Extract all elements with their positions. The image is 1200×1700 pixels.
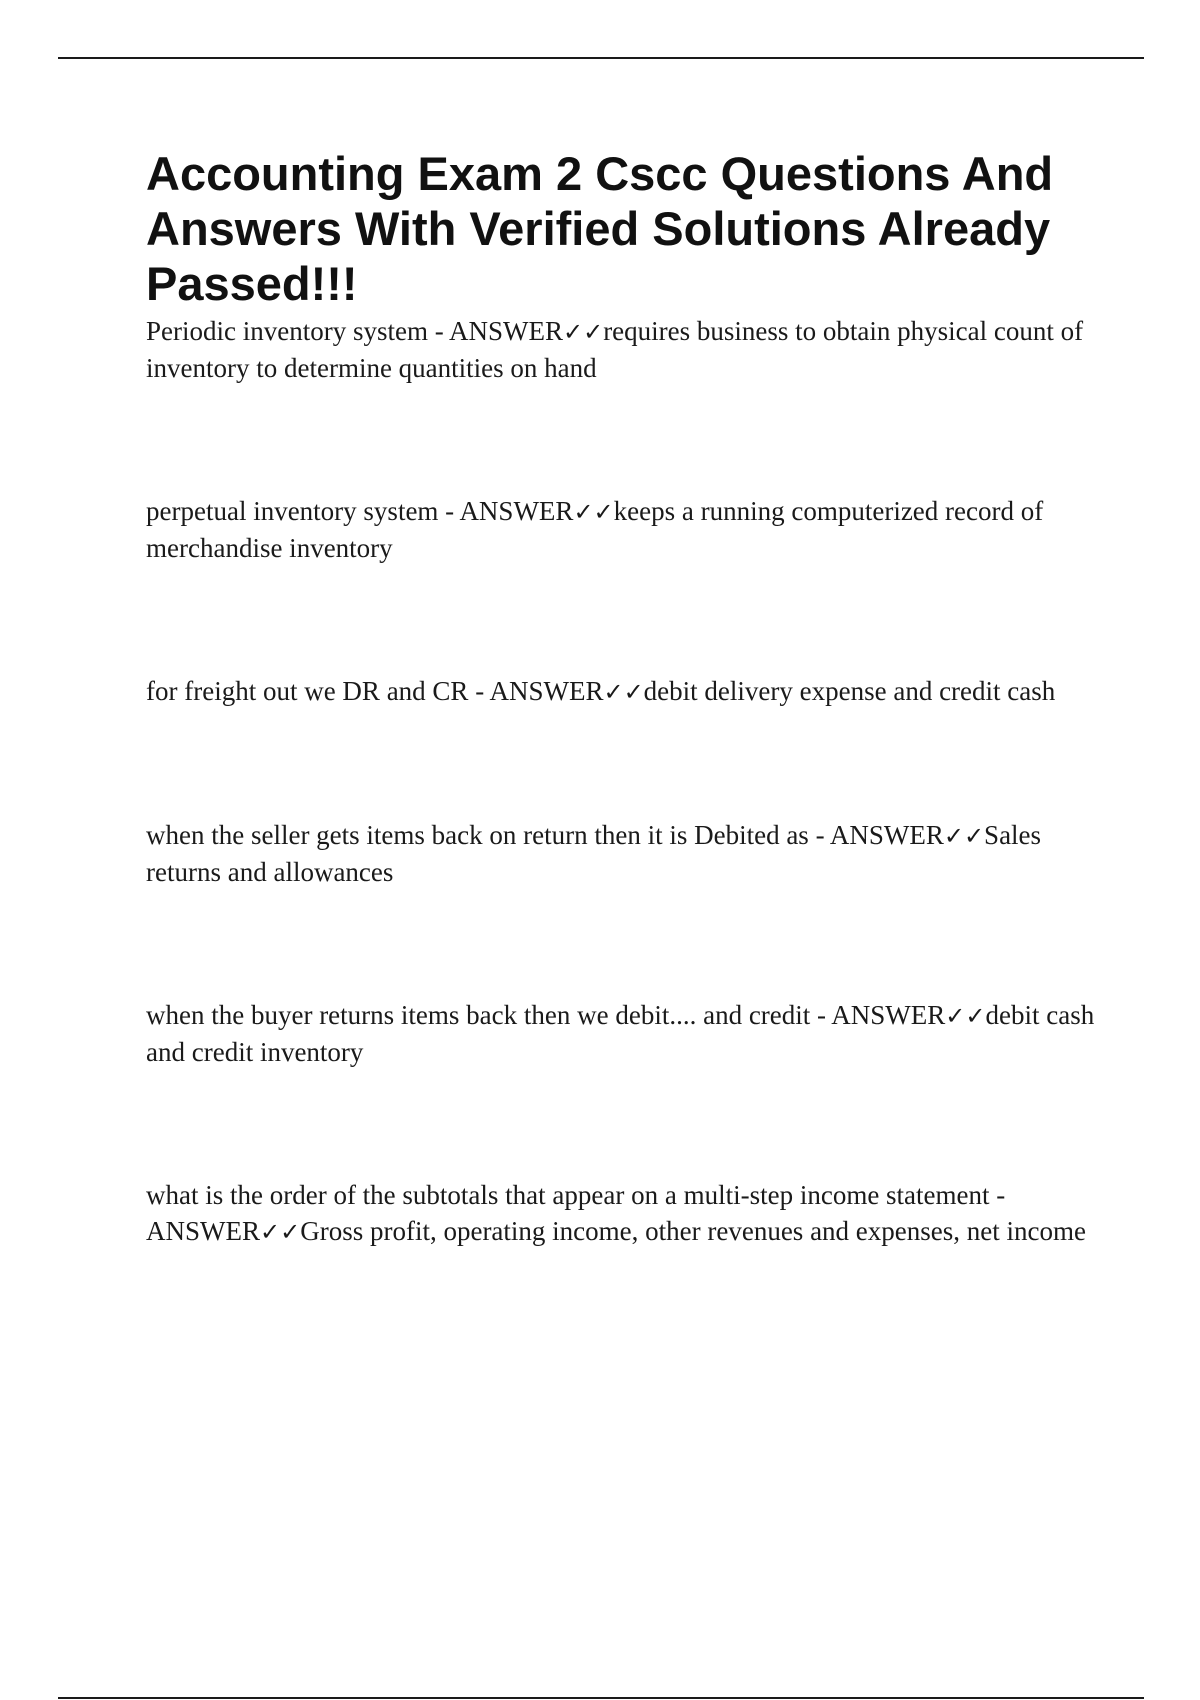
double-check-icon: ✓✓ bbox=[945, 1002, 986, 1030]
double-check-icon: ✓✓ bbox=[943, 822, 985, 850]
question-text: what is the order of the subtotals that appear on a multi-step income statement - bbox=[146, 1180, 1006, 1210]
qa-item bbox=[146, 817, 1096, 890]
answer-text: debit cash and credit inventory bbox=[146, 1000, 1095, 1067]
document-body bbox=[146, 146, 1096, 1357]
bottom-rule bbox=[58, 1697, 1144, 1699]
answer-text: debit delivery expense and credit cash bbox=[643, 676, 1056, 706]
answer-label: ANSWER bbox=[459, 496, 574, 526]
double-check-icon: ✓✓ bbox=[562, 318, 604, 346]
answer-text: keeps a running computerized record of merchandise inventory bbox=[146, 496, 1044, 563]
qa-item bbox=[146, 673, 1096, 710]
document-title: Accounting Exam 2 Cscc Questions And Answers With Verified Solutions Already Passed!!! bbox=[146, 147, 1054, 310]
double-check-icon: ✓✓ bbox=[603, 678, 644, 706]
answer-label: ANSWER bbox=[448, 316, 563, 346]
qa-item bbox=[146, 313, 1096, 386]
top-rule bbox=[58, 57, 1144, 59]
answer-text: Gross profit, operating income, other revenues and expenses, net income bbox=[300, 1216, 1086, 1246]
answer-label: ANSWER bbox=[829, 820, 944, 850]
answer-label: ANSWER bbox=[831, 1000, 946, 1030]
qa-list bbox=[146, 313, 1096, 1250]
double-check-icon: ✓✓ bbox=[573, 498, 614, 526]
question-text: perpetual inventory system - bbox=[146, 496, 460, 526]
qa-item bbox=[146, 1177, 1096, 1250]
qa-item bbox=[146, 997, 1096, 1070]
answer-label: ANSWER bbox=[146, 1216, 260, 1246]
answer-text: requires business to obtain physical count of inventory to determine quantities on hand bbox=[146, 316, 1084, 383]
question-text: for freight out we DR and CR - bbox=[146, 676, 490, 706]
question-text: when the buyer returns items back then we debit.... and credit - bbox=[146, 1000, 832, 1030]
answer-label: ANSWER bbox=[489, 676, 604, 706]
question-text: Periodic inventory system - bbox=[146, 316, 449, 346]
qa-item bbox=[146, 493, 1096, 566]
question-text: when the seller gets items back on return then it is Debited as - bbox=[146, 820, 830, 850]
double-check-icon: ✓✓ bbox=[260, 1218, 301, 1246]
answer-text: Sales returns and allowances bbox=[146, 820, 1042, 887]
